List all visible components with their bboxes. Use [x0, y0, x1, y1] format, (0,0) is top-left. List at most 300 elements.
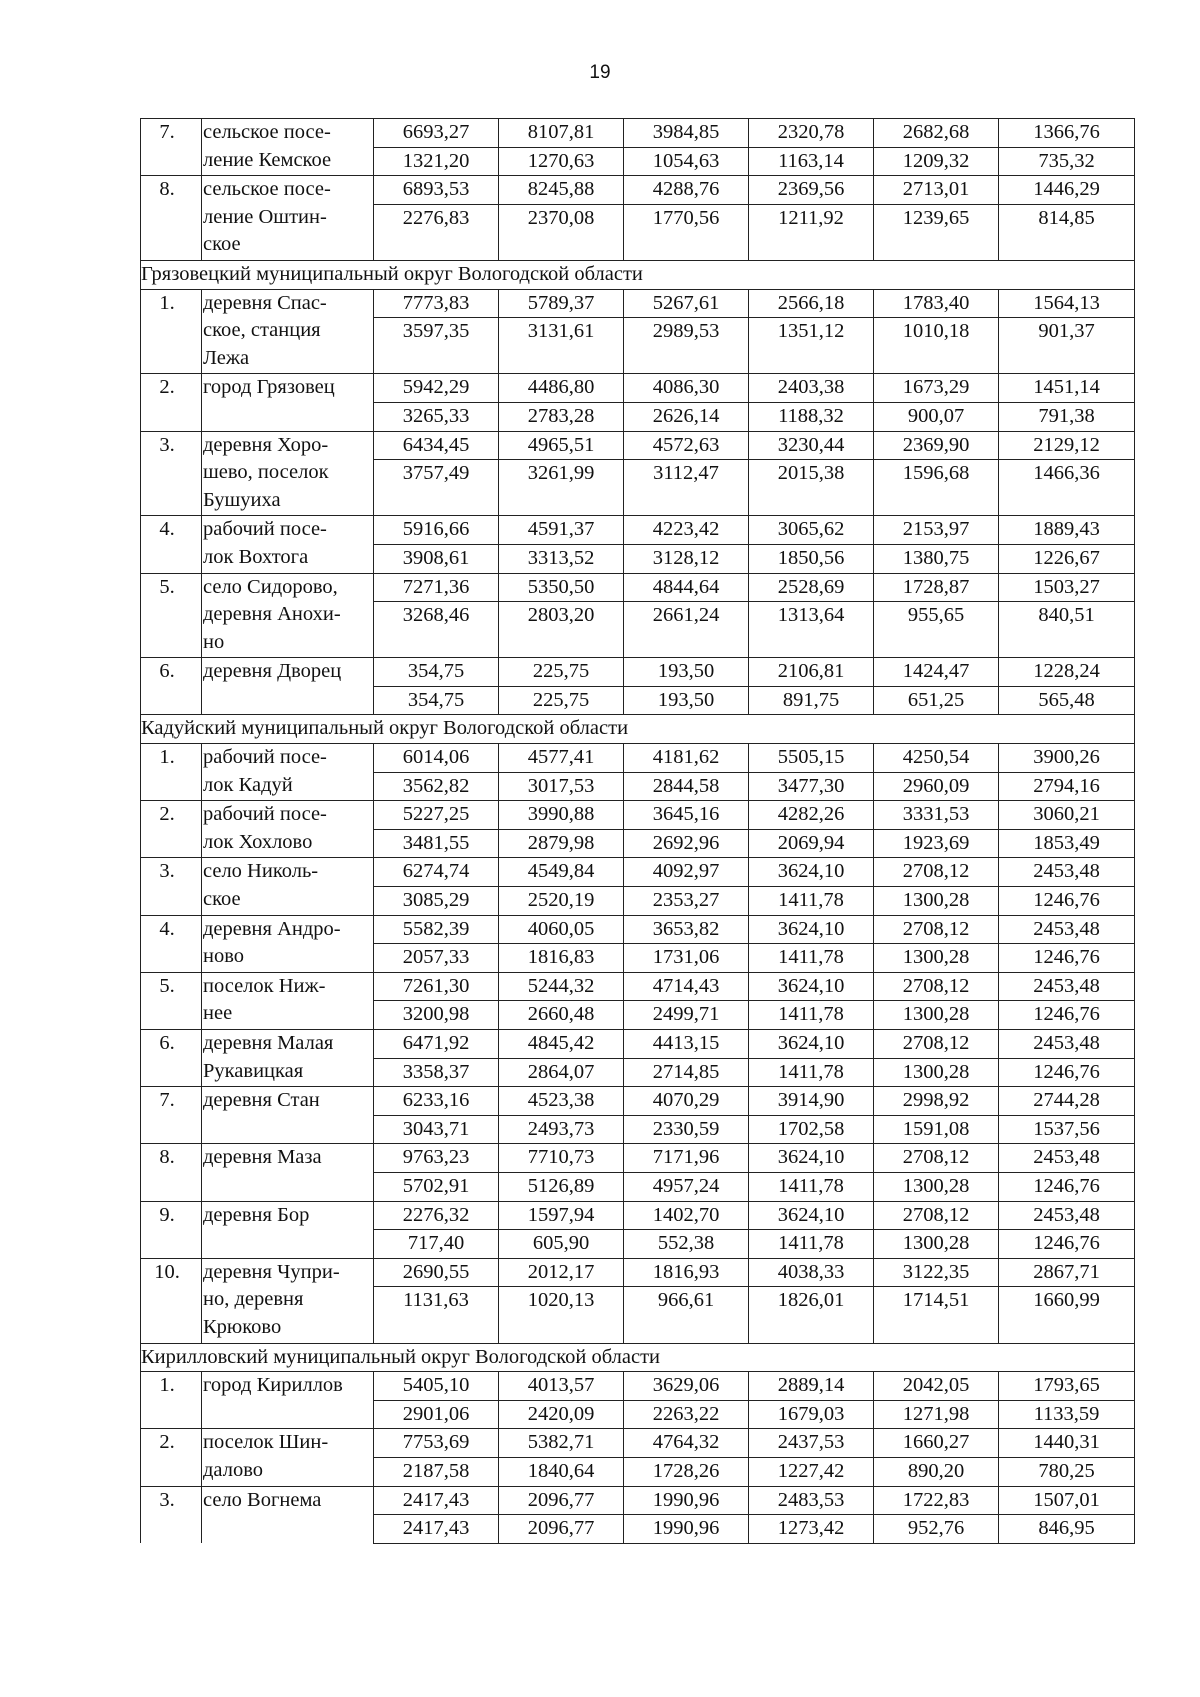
- value-cell: 5505,15: [749, 744, 874, 773]
- value-cell: 6014,06: [374, 744, 499, 773]
- value-cell: 3230,44: [749, 431, 874, 460]
- value-cell: 5350,50: [499, 573, 624, 602]
- table-row: [141, 915, 1135, 944]
- value-cell: 4523,38: [499, 1087, 624, 1116]
- value-cell: 1826,01: [749, 1287, 874, 1343]
- table-row: [141, 516, 1135, 545]
- value-cell: 2864,07: [499, 1058, 624, 1087]
- settlement-name-line: поселок Шин-: [203, 1431, 329, 1454]
- value-cell: 4013,57: [499, 1372, 624, 1401]
- value-cell: 2453,48: [999, 858, 1135, 887]
- settlement-name-line: село Николь-: [203, 860, 319, 883]
- settlement-name-line: село Сидорово,: [203, 575, 338, 598]
- value-cell: 2403,38: [749, 374, 874, 403]
- settlement-name-line: сельское посе-: [203, 121, 331, 143]
- value-cell: 2690,55: [374, 1258, 499, 1287]
- table-row: [141, 858, 1135, 887]
- value-cell: 354,75: [374, 686, 499, 715]
- value-cell: 1770,56: [624, 204, 749, 260]
- value-cell: 565,48: [999, 686, 1135, 715]
- row-number: 10.: [141, 1258, 202, 1343]
- settlement-name-line: деревня Андро-: [203, 917, 341, 940]
- value-cell: 1411,78: [749, 944, 874, 973]
- value-cell: 8107,81: [499, 119, 624, 148]
- value-cell: 2417,43: [374, 1515, 499, 1544]
- value-cell: 1246,76: [999, 887, 1135, 916]
- value-cell: 3060,21: [999, 801, 1135, 830]
- value-cell: 3597,35: [374, 318, 499, 374]
- row-number: 8.: [141, 1144, 202, 1201]
- settlement-name-line: деревня Стан: [203, 1089, 320, 1112]
- value-cell: 1300,28: [874, 887, 999, 916]
- value-cell: 4250,54: [874, 744, 999, 773]
- value-cell: 3900,26: [999, 744, 1135, 773]
- value-cell: 2803,20: [499, 602, 624, 658]
- value-cell: 1133,59: [999, 1400, 1135, 1429]
- row-number: 1.: [141, 744, 202, 801]
- value-cell: 1564,13: [999, 289, 1135, 318]
- value-cell: 2012,17: [499, 1258, 624, 1287]
- value-cell: 2420,09: [499, 1400, 624, 1429]
- value-cell: 2096,77: [499, 1486, 624, 1515]
- value-cell: 4086,30: [624, 374, 749, 403]
- value-cell: 2453,48: [999, 972, 1135, 1001]
- value-cell: 4572,63: [624, 431, 749, 460]
- value-cell: 4957,24: [624, 1172, 749, 1201]
- value-cell: 717,40: [374, 1230, 499, 1259]
- table-row: [141, 801, 1135, 830]
- value-cell: 1816,83: [499, 944, 624, 973]
- row-number: 9.: [141, 1201, 202, 1258]
- settlement-name-line: деревня Хоро-: [203, 433, 329, 456]
- settlement-name: [202, 119, 374, 176]
- value-cell: 2708,12: [874, 1144, 999, 1173]
- value-cell: 3624,10: [749, 972, 874, 1001]
- settlement-name: [202, 1201, 374, 1258]
- value-cell: 4844,64: [624, 573, 749, 602]
- value-cell: 1300,28: [874, 1230, 999, 1259]
- settlement-name-line: Бушуиха: [203, 488, 281, 511]
- row-number: 2.: [141, 374, 202, 431]
- table-row: [141, 1429, 1135, 1458]
- value-cell: 4845,42: [499, 1030, 624, 1059]
- value-cell: 3265,33: [374, 402, 499, 431]
- table-row: [141, 573, 1135, 602]
- value-cell: 2453,48: [999, 1144, 1135, 1173]
- settlement-name-line: но: [203, 630, 225, 653]
- value-cell: 1300,28: [874, 1001, 999, 1030]
- value-cell: 1246,76: [999, 944, 1135, 973]
- value-cell: 1889,43: [999, 516, 1135, 545]
- settlement-name: [202, 972, 374, 1029]
- value-cell: 193,50: [624, 658, 749, 687]
- value-cell: 1440,31: [999, 1429, 1135, 1458]
- settlement-name: [202, 516, 374, 573]
- settlement-name-line: город Кириллов: [203, 1374, 343, 1397]
- value-cell: 2879,98: [499, 829, 624, 858]
- value-cell: 3112,47: [624, 460, 749, 516]
- settlement-name: [202, 374, 374, 431]
- value-cell: 2520,19: [499, 887, 624, 916]
- value-cell: 2844,58: [624, 772, 749, 801]
- settlement-name-line: поселок Ниж-: [203, 974, 326, 997]
- value-cell: 4591,37: [499, 516, 624, 545]
- value-cell: 2708,12: [874, 1030, 999, 1059]
- row-number: 6.: [141, 1030, 202, 1087]
- value-cell: 2369,56: [749, 176, 874, 205]
- value-cell: 5916,66: [374, 516, 499, 545]
- value-cell: 2626,14: [624, 402, 749, 431]
- value-cell: 3065,62: [749, 516, 874, 545]
- value-cell: 791,38: [999, 402, 1135, 431]
- value-cell: 2129,12: [999, 431, 1135, 460]
- settlement-name-line: Рукавицкая: [203, 1059, 304, 1082]
- value-cell: 1300,28: [874, 1058, 999, 1087]
- value-cell: 1466,36: [999, 460, 1135, 516]
- value-cell: 1702,58: [749, 1115, 874, 1144]
- value-cell: 3131,61: [499, 318, 624, 374]
- value-cell: 3268,46: [374, 602, 499, 658]
- value-cell: 1816,93: [624, 1258, 749, 1287]
- settlement-name: [202, 573, 374, 658]
- value-cell: 7261,30: [374, 972, 499, 1001]
- value-cell: 2499,71: [624, 1001, 749, 1030]
- settlement-name-line: ление Кемское: [203, 148, 332, 171]
- value-cell: 955,65: [874, 602, 999, 658]
- section-title: Кирилловский муниципальный округ Вологодской области: [141, 1343, 1135, 1372]
- value-cell: 2960,09: [874, 772, 999, 801]
- table-row: [141, 1201, 1135, 1230]
- value-cell: 1054,63: [624, 147, 749, 176]
- value-cell: 3629,06: [624, 1372, 749, 1401]
- settlement-name-line: Лежа: [203, 346, 250, 369]
- value-cell: 2483,53: [749, 1486, 874, 1515]
- settlement-name-line: деревня Маза: [203, 1146, 322, 1169]
- settlement-name-line: Крюково: [203, 1315, 282, 1338]
- value-cell: 3358,37: [374, 1058, 499, 1087]
- row-number: 7.: [141, 1087, 202, 1144]
- settlement-name: [202, 1372, 374, 1429]
- settlement-name-line: лок Хохлово: [203, 830, 313, 853]
- value-cell: 5227,25: [374, 801, 499, 830]
- settlement-name-line: рабочий посе-: [203, 518, 327, 541]
- settlement-name: [202, 176, 374, 261]
- row-number: 5.: [141, 972, 202, 1029]
- value-cell: 2057,33: [374, 944, 499, 973]
- table-row: [141, 431, 1135, 460]
- value-cell: 1722,83: [874, 1486, 999, 1515]
- value-cell: 3043,71: [374, 1115, 499, 1144]
- value-cell: 1990,96: [624, 1515, 749, 1544]
- value-cell: 735,32: [999, 147, 1135, 176]
- value-cell: 3122,35: [874, 1258, 999, 1287]
- value-cell: 1211,92: [749, 204, 874, 260]
- value-cell: 1853,49: [999, 829, 1135, 858]
- settlement-name-line: деревня Чупри-: [203, 1260, 340, 1283]
- value-cell: 5382,71: [499, 1429, 624, 1458]
- settlement-name-line: деревня Дворец: [203, 660, 342, 683]
- value-cell: 6274,74: [374, 858, 499, 887]
- value-cell: 2708,12: [874, 1201, 999, 1230]
- value-cell: 1673,29: [874, 374, 999, 403]
- value-cell: 2692,96: [624, 829, 749, 858]
- value-cell: 2106,81: [749, 658, 874, 687]
- settlement-name-line: деревня Спас-: [203, 291, 327, 314]
- value-cell: 2015,38: [749, 460, 874, 516]
- section-title: Грязовецкий муниципальный округ Вологодской области: [141, 260, 1135, 289]
- value-cell: 7710,73: [499, 1144, 624, 1173]
- value-cell: 605,90: [499, 1230, 624, 1259]
- value-cell: 3914,90: [749, 1087, 874, 1116]
- table-row: [141, 1144, 1135, 1173]
- settlement-name-line: рабочий посе-: [203, 803, 327, 826]
- value-cell: 1351,12: [749, 318, 874, 374]
- value-cell: 780,25: [999, 1457, 1135, 1486]
- value-cell: 1503,27: [999, 573, 1135, 602]
- value-cell: 552,38: [624, 1230, 749, 1259]
- value-cell: 4282,26: [749, 801, 874, 830]
- value-cell: 1728,87: [874, 573, 999, 602]
- value-cell: 2069,94: [749, 829, 874, 858]
- value-cell: 2708,12: [874, 915, 999, 944]
- value-cell: 3653,82: [624, 915, 749, 944]
- value-cell: 4181,62: [624, 744, 749, 773]
- value-cell: 901,37: [999, 318, 1135, 374]
- value-cell: 7171,96: [624, 1144, 749, 1173]
- value-cell: 1451,14: [999, 374, 1135, 403]
- value-cell: 3331,53: [874, 801, 999, 830]
- value-cell: 2369,90: [874, 431, 999, 460]
- value-cell: 1131,63: [374, 1287, 499, 1343]
- settlement-name: [202, 1429, 374, 1486]
- settlement-name: [202, 858, 374, 915]
- row-number: 6.: [141, 658, 202, 715]
- value-cell: 2889,14: [749, 1372, 874, 1401]
- value-cell: 4714,43: [624, 972, 749, 1001]
- value-cell: 1313,64: [749, 602, 874, 658]
- value-cell: 2493,73: [499, 1115, 624, 1144]
- value-cell: 3128,12: [624, 544, 749, 573]
- value-cell: 2330,59: [624, 1115, 749, 1144]
- table-row: [141, 1030, 1135, 1059]
- value-cell: 2867,71: [999, 1258, 1135, 1287]
- settlement-name-line: нее: [203, 1002, 233, 1025]
- table-body: [141, 119, 1135, 1544]
- value-cell: 1273,42: [749, 1515, 874, 1544]
- value-cell: 3200,98: [374, 1001, 499, 1030]
- section-row: [141, 715, 1135, 744]
- value-cell: 900,07: [874, 402, 999, 431]
- value-cell: 1226,67: [999, 544, 1135, 573]
- value-cell: 3757,49: [374, 460, 499, 516]
- value-cell: 2998,92: [874, 1087, 999, 1116]
- value-cell: 193,50: [624, 686, 749, 715]
- value-cell: 2566,18: [749, 289, 874, 318]
- value-cell: 840,51: [999, 602, 1135, 658]
- row-number: 1.: [141, 289, 202, 374]
- settlement-name-line: ское: [203, 888, 241, 911]
- settlement-name-line: шево, поселок: [203, 461, 329, 484]
- settlement-name-line: ское, станция: [203, 319, 321, 342]
- settlement-name: [202, 744, 374, 801]
- value-cell: 1300,28: [874, 944, 999, 973]
- value-cell: 6434,45: [374, 431, 499, 460]
- value-cell: 1020,13: [499, 1287, 624, 1343]
- value-cell: 4060,05: [499, 915, 624, 944]
- value-cell: 1321,20: [374, 147, 499, 176]
- value-cell: 1660,99: [999, 1287, 1135, 1343]
- value-cell: 1402,70: [624, 1201, 749, 1230]
- value-cell: 2187,58: [374, 1457, 499, 1486]
- value-cell: 2783,28: [499, 402, 624, 431]
- value-cell: 4577,41: [499, 744, 624, 773]
- table-row: [141, 119, 1135, 148]
- value-cell: 4413,15: [624, 1030, 749, 1059]
- value-cell: 651,25: [874, 686, 999, 715]
- value-cell: 1239,65: [874, 204, 999, 260]
- value-cell: 1270,63: [499, 147, 624, 176]
- value-cell: 4549,84: [499, 858, 624, 887]
- value-cell: 1793,65: [999, 1372, 1135, 1401]
- value-cell: 3990,88: [499, 801, 624, 830]
- settlement-name: [202, 289, 374, 374]
- settlement-name-line: деревня Анохи-: [203, 603, 341, 626]
- value-cell: 1728,26: [624, 1457, 749, 1486]
- value-cell: 1783,40: [874, 289, 999, 318]
- value-cell: 5789,37: [499, 289, 624, 318]
- value-cell: 1246,76: [999, 1230, 1135, 1259]
- value-cell: 5244,32: [499, 972, 624, 1001]
- value-cell: 5702,91: [374, 1172, 499, 1201]
- value-cell: 3624,10: [749, 858, 874, 887]
- value-cell: 1591,08: [874, 1115, 999, 1144]
- row-number: 2.: [141, 1429, 202, 1486]
- value-cell: 1209,32: [874, 147, 999, 176]
- value-cell: 3477,30: [749, 772, 874, 801]
- table-row: [141, 1486, 1135, 1515]
- value-cell: 3313,52: [499, 544, 624, 573]
- value-cell: 2708,12: [874, 858, 999, 887]
- value-cell: 3908,61: [374, 544, 499, 573]
- value-cell: 1679,03: [749, 1400, 874, 1429]
- table-row: [141, 289, 1135, 318]
- value-cell: 6693,27: [374, 119, 499, 148]
- value-cell: 1271,98: [874, 1400, 999, 1429]
- value-cell: 890,20: [874, 1457, 999, 1486]
- row-number: 8.: [141, 176, 202, 261]
- value-cell: 1411,78: [749, 1230, 874, 1259]
- settlement-name-line: рабочий посе-: [203, 746, 327, 769]
- settlement-name-line: деревня Малая: [203, 1032, 334, 1054]
- row-number: 5.: [141, 573, 202, 658]
- value-cell: 2320,78: [749, 119, 874, 148]
- value-cell: 846,95: [999, 1515, 1135, 1544]
- value-cell: 2096,77: [499, 1515, 624, 1544]
- value-cell: 3984,85: [624, 119, 749, 148]
- value-cell: 6893,53: [374, 176, 499, 205]
- value-cell: 3085,29: [374, 887, 499, 916]
- value-cell: 1840,64: [499, 1457, 624, 1486]
- value-cell: 1923,69: [874, 829, 999, 858]
- value-cell: 2901,06: [374, 1400, 499, 1429]
- settlement-name-line: лок Вохтога: [203, 545, 309, 568]
- row-number: 4.: [141, 915, 202, 972]
- section-title: Кадуйский муниципальный округ Вологодской области: [141, 715, 1135, 744]
- table-row: [141, 1087, 1135, 1116]
- value-cell: 4965,51: [499, 431, 624, 460]
- value-cell: 5942,29: [374, 374, 499, 403]
- table-row: [141, 744, 1135, 773]
- value-cell: 2714,85: [624, 1058, 749, 1087]
- value-cell: 1731,06: [624, 944, 749, 973]
- settlement-name-line: ново: [203, 945, 245, 968]
- value-cell: 1010,18: [874, 318, 999, 374]
- value-cell: 1246,76: [999, 1172, 1135, 1201]
- value-cell: 1411,78: [749, 1058, 874, 1087]
- value-cell: 2528,69: [749, 573, 874, 602]
- value-cell: 1227,42: [749, 1457, 874, 1486]
- row-number: 4.: [141, 516, 202, 573]
- settlement-name: [202, 1258, 374, 1343]
- value-cell: 4223,42: [624, 516, 749, 545]
- value-cell: 1411,78: [749, 887, 874, 916]
- table-row: [141, 972, 1135, 1001]
- value-cell: 4288,76: [624, 176, 749, 205]
- table-row: [141, 1258, 1135, 1287]
- value-cell: 7271,36: [374, 573, 499, 602]
- settlement-name: [202, 431, 374, 516]
- value-cell: 2042,05: [874, 1372, 999, 1401]
- value-cell: 3562,82: [374, 772, 499, 801]
- value-cell: 2661,24: [624, 602, 749, 658]
- value-cell: 2263,22: [624, 1400, 749, 1429]
- settlement-name: [202, 1486, 374, 1543]
- value-cell: 4092,97: [624, 858, 749, 887]
- page-number: 19: [589, 62, 611, 83]
- value-cell: 8245,88: [499, 176, 624, 205]
- value-cell: 952,76: [874, 1515, 999, 1544]
- value-cell: 1990,96: [624, 1486, 749, 1515]
- table-row: [141, 374, 1135, 403]
- value-cell: 2453,48: [999, 915, 1135, 944]
- settlement-name-line: ское: [203, 233, 241, 256]
- value-cell: 2660,48: [499, 1001, 624, 1030]
- value-cell: 2417,43: [374, 1486, 499, 1515]
- value-cell: 5126,89: [499, 1172, 624, 1201]
- row-number: 3.: [141, 431, 202, 516]
- table-row: [141, 658, 1135, 687]
- value-cell: 1537,56: [999, 1115, 1135, 1144]
- row-number: 7.: [141, 119, 202, 176]
- value-cell: 891,75: [749, 686, 874, 715]
- value-cell: 225,75: [499, 686, 624, 715]
- value-cell: 7753,69: [374, 1429, 499, 1458]
- value-cell: 2276,83: [374, 204, 499, 260]
- value-cell: 1228,24: [999, 658, 1135, 687]
- settlement-name-line: город Грязовец: [203, 376, 335, 399]
- value-cell: 966,61: [624, 1287, 749, 1343]
- settlement-name: [202, 915, 374, 972]
- value-cell: 1380,75: [874, 544, 999, 573]
- value-cell: 1596,68: [874, 460, 999, 516]
- value-cell: 4486,80: [499, 374, 624, 403]
- value-cell: 2437,53: [749, 1429, 874, 1458]
- settlement-name: [202, 1144, 374, 1201]
- value-cell: 2276,32: [374, 1201, 499, 1230]
- value-cell: 2453,48: [999, 1201, 1135, 1230]
- value-cell: 1366,76: [999, 119, 1135, 148]
- value-cell: 3624,10: [749, 915, 874, 944]
